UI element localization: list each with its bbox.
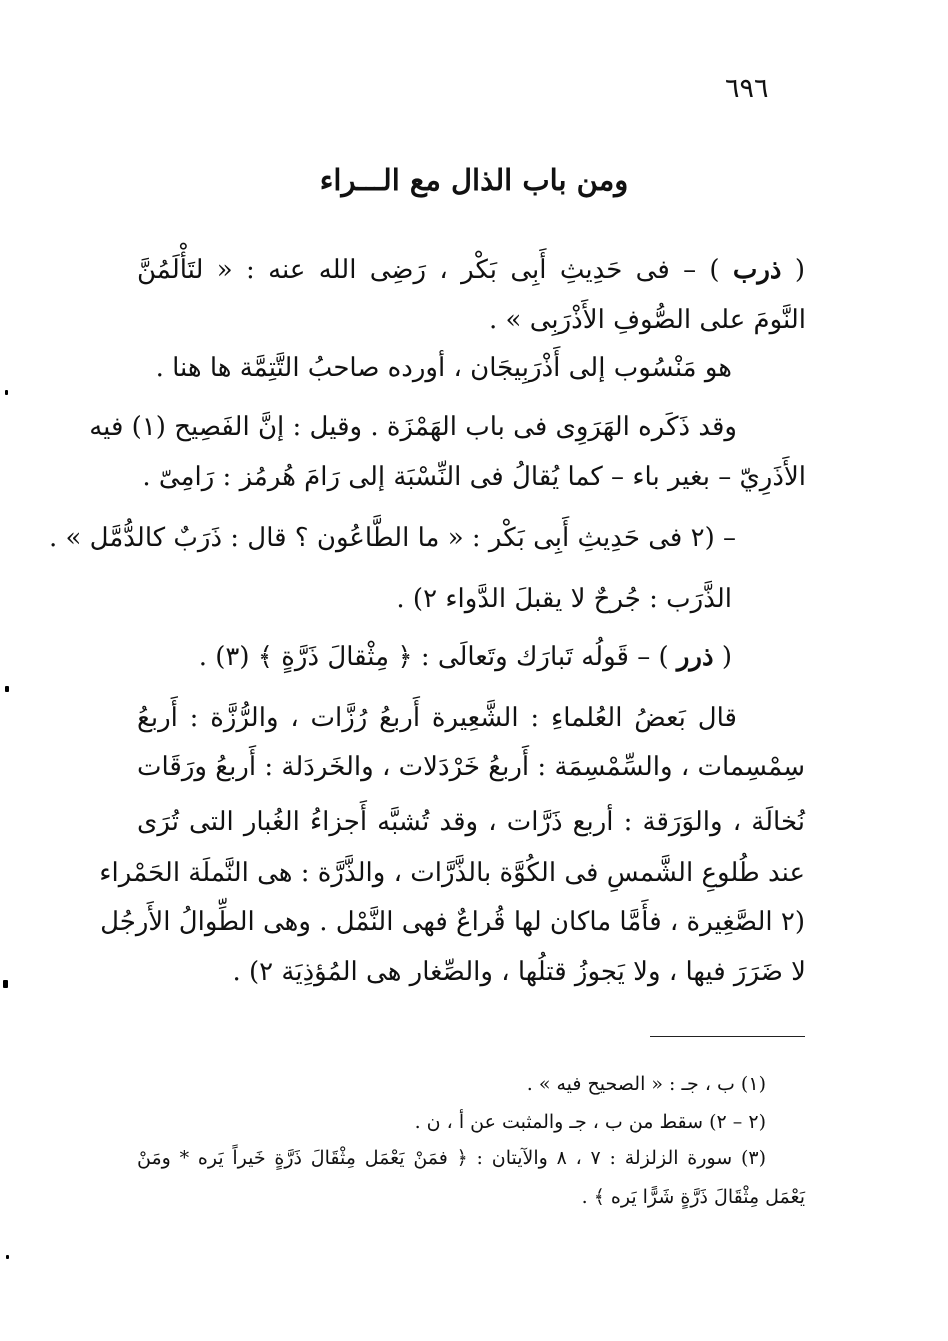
body-line: قال بَعضُ العُلماءِ : الشَّعِيرة أَربعُ رُزَّات ، والرُّزَّة : أَربعُ [137, 703, 737, 733]
body-line: لا ضَرَرَ فيها ، ولا يَجوزُ قتلُها ، والصِّغار هى المُؤذِيَة ٢) . [232, 957, 806, 987]
body-line: وقد ذَكَره الهَرَوِى فى باب الهَمْزَة . وقيل : إنَّ الفَصِيح (١) فيه [89, 412, 737, 442]
body-line: النَّومَ على الصُّوفِ الأَذْرَبِى » . [489, 305, 806, 335]
footnote-2: (٢ – ٢) سقط من ب ، جـ والمثبت عن أ ، ن . [414, 1111, 766, 1133]
body-line-entry-dhrr: ( ذرر ) – قَولُه تَبارَك وتَعالَى : ﴿ مِثْقالَ ذَرَّةٍ ﴾ (٣) . [198, 642, 732, 672]
body-line: الذَّرَب : جُرحٌ لا يقبلَ الدَّواء ٢) . [396, 584, 732, 614]
scan-mark [3, 980, 8, 988]
page-title: ومن باب الذال مع الـــراء [319, 163, 629, 197]
body-line: الأَذَرِيّ – بغير باء – كما يُقالُ فى النِّسْبَة إلى رَامَ هُرمُز : رَامِىّ . [142, 462, 806, 492]
body-line: – (٢ فى حَدِيثِ أَبِى بَكْر : « ما الطَّاعُون ؟ قال : ذَرَبٌ كالدُّمَّل » . [48, 523, 736, 553]
scan-mark [5, 686, 9, 692]
footnote-separator [650, 1036, 805, 1037]
body-line: نُخالَة ، والوَرَقة : أربع ذَرَّات ، وقد تُشبَّه أَجزاءُ الغُبار التى تُرَى [137, 807, 805, 837]
footnote-3-continued: يَعْمَل مِثْقَالَ ذَرَّةٍ شَرًّا يَره ﴾ . [581, 1186, 805, 1208]
body-line: سِمْسِمات ، والسِّمْسِمَة : أَربعُ خَرْدَلات ، والخَردَلة : أَربعُ ورَقَات [137, 752, 805, 782]
body-line: (٢ الصَّغِيرة ، فأَمَّا ماكان لها قُراعٌ فهى النَّمْل . وهى الطِّوالُ الأَرجُل [100, 907, 805, 937]
body-line: عند طُلوعِ الشَّمسِ فى الكُوَّة بالذَّرَّات ، والذَّرَّة : هى النَّملَة الحَمْراء [99, 858, 805, 888]
entry-word: ذرب [732, 255, 782, 285]
footnote-1: (١) ب ، جـ : « الصحيح فيه » . [526, 1073, 766, 1095]
entry-word: ذرر [676, 642, 714, 672]
body-line-entry-dhrb: ( ذرب ) – فى حَدِيثِ أَبِى بَكْر ، رَضِى الله عنه : « لتَأْلَمُنَّ [137, 255, 805, 285]
body-line: هو مَنْسُوب إلى أَذْرَبِيجَان ، أورده صاحبُ التَّتِمَّة ها هنا . [155, 353, 732, 383]
scan-mark [5, 390, 8, 395]
page-number: ٦٩٦ [725, 73, 769, 104]
footnote-3: (٣) سورة الزلزلة : ٧ ، ٨ والآيتان : ﴿ فمَنْ يَعْمَل مِثْقَالَ ذَرَّةٍ خَيراً يَره * ومَنْ [137, 1147, 767, 1169]
scan-mark [6, 1255, 9, 1259]
